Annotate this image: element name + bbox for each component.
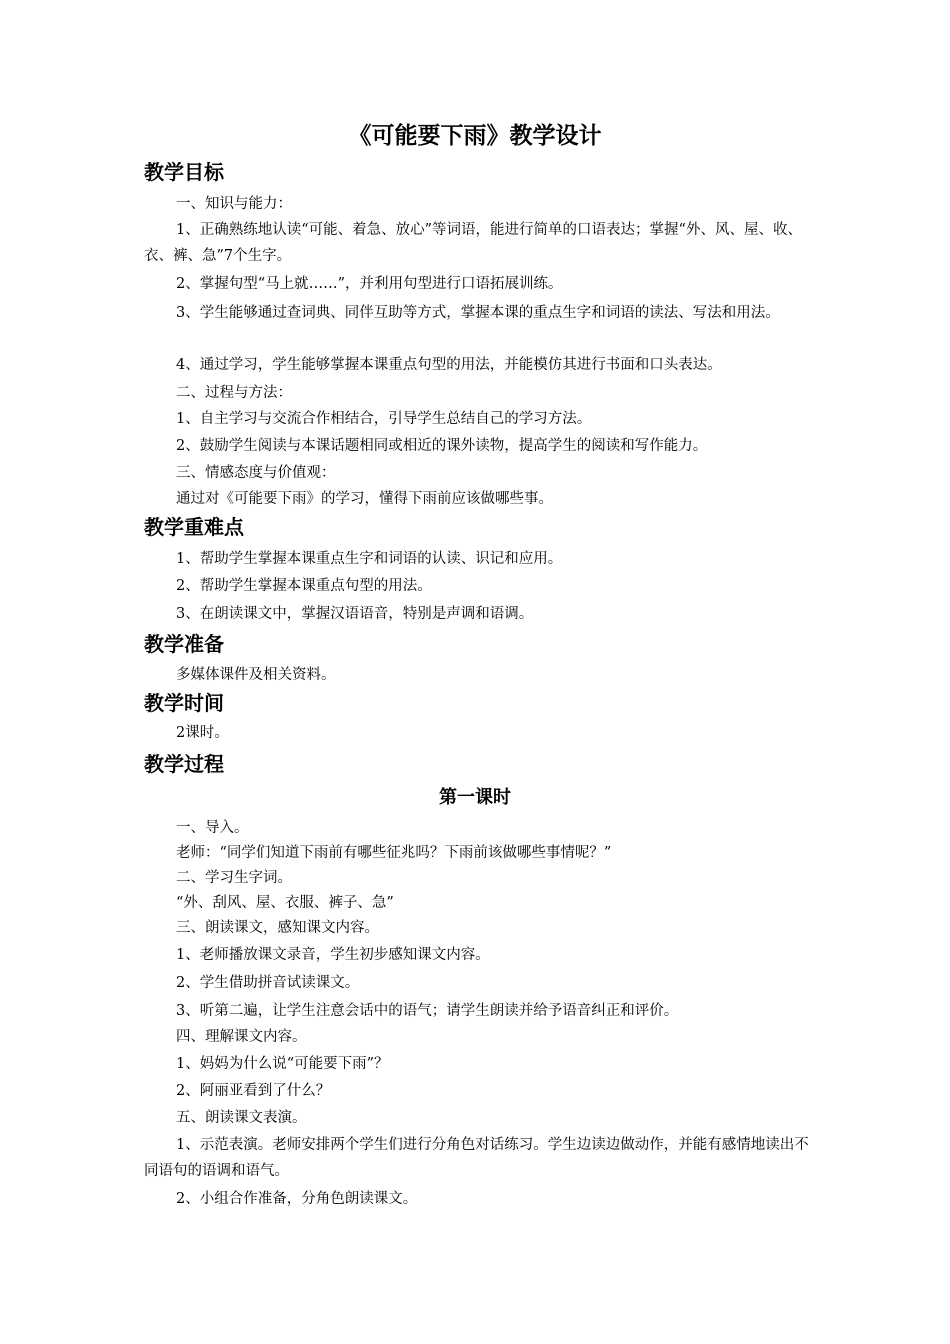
paragraph: 2、掌握句型“马上就……”，并利用句型进行口语拓展训练。	[176, 276, 563, 292]
heading-teaching-time: 教学时间	[144, 691, 224, 715]
paragraph: 1、老师播放课文录音，学生初步感知课文内容。	[176, 947, 490, 963]
paragraph: “外、刮风、屋、衣服、裤子、急”	[176, 895, 394, 911]
paragraph: 1、示范表演。老师安排两个学生们进行分角色对话练习。学生边读边做动作，并能有感情地读出不同语句的语调和语气。	[144, 1137, 809, 1179]
paragraph: 多媒体课件及相关资料。	[176, 667, 336, 683]
paragraph: 四、理解课文内容。	[176, 1029, 307, 1045]
paragraph: 2、鼓励学生阅读与本课话题相同或相近的课外读物，提高学生的阅读和写作能力。	[176, 438, 708, 454]
paragraph: 2课时。	[176, 725, 229, 741]
paragraph: 1、妈妈为什么说“可能要下雨”？	[176, 1056, 389, 1072]
paragraph: 3、学生能够通过查词典、同伴互助等方式，掌握本课的重点生字和词语的读法、写法和用法。	[176, 305, 780, 321]
paragraph: 2、阿丽亚看到了什么？	[176, 1083, 331, 1099]
heading-preparation: 教学准备	[144, 632, 224, 656]
paragraph: 三、情感态度与价值观：	[176, 465, 336, 481]
paragraph: 一、导入。	[176, 820, 249, 836]
paragraph: 3、在朗读课文中，掌握汉语语音，特别是声调和语调。	[176, 606, 534, 622]
paragraph: 一、知识与能力：	[176, 196, 292, 212]
paragraph: 1、帮助学生掌握本课重点生字和词语的认读、识记和应用。	[176, 551, 563, 567]
paragraph: 2、小组合作准备，分角色朗读课文。	[176, 1191, 418, 1207]
paragraph: 1、正确熟练地认读“可能、着急、放心”等词语，能进行简单的口语表达；掌握“外、风、屋、收、衣、裤、急”7个生字。	[144, 222, 802, 264]
document-title: 《可能要下雨》教学设计	[348, 123, 602, 149]
heading-key-difficulties: 教学重难点	[144, 515, 244, 539]
paragraph: 三、朗读课文，感知课文内容。	[176, 920, 379, 936]
heading-teaching-goals: 教学目标	[144, 160, 224, 184]
paragraph: 2、帮助学生掌握本课重点句型的用法。	[176, 578, 432, 594]
heading-teaching-process: 教学过程	[144, 752, 224, 776]
paragraph: 二、过程与方法：	[176, 385, 292, 401]
paragraph: 通过对《可能要下雨》的学习，懂得下雨前应该做哪些事。	[176, 491, 553, 507]
paragraph: 4、通过学习，学生能够掌握本课重点句型的用法，并能模仿其进行书面和口头表达。	[176, 357, 722, 373]
paragraph: 3、听第二遍，让学生注意会话中的语气；请学生朗读并给予语音纠正和评价。	[176, 1003, 679, 1019]
paragraph: 五、朗读课文表演。	[176, 1110, 307, 1126]
subheading-first-lesson: 第一课时	[439, 787, 511, 808]
paragraph: 1、自主学习与交流合作相结合，引导学生总结自己的学习方法。	[176, 411, 592, 427]
paragraph: 二、学习生字词。	[176, 870, 292, 886]
paragraph: 老师：“同学们知道下雨前有哪些征兆吗？下雨前该做哪些事情呢？”	[176, 845, 612, 861]
paragraph: 2、学生借助拼音试读课文。	[176, 975, 360, 991]
